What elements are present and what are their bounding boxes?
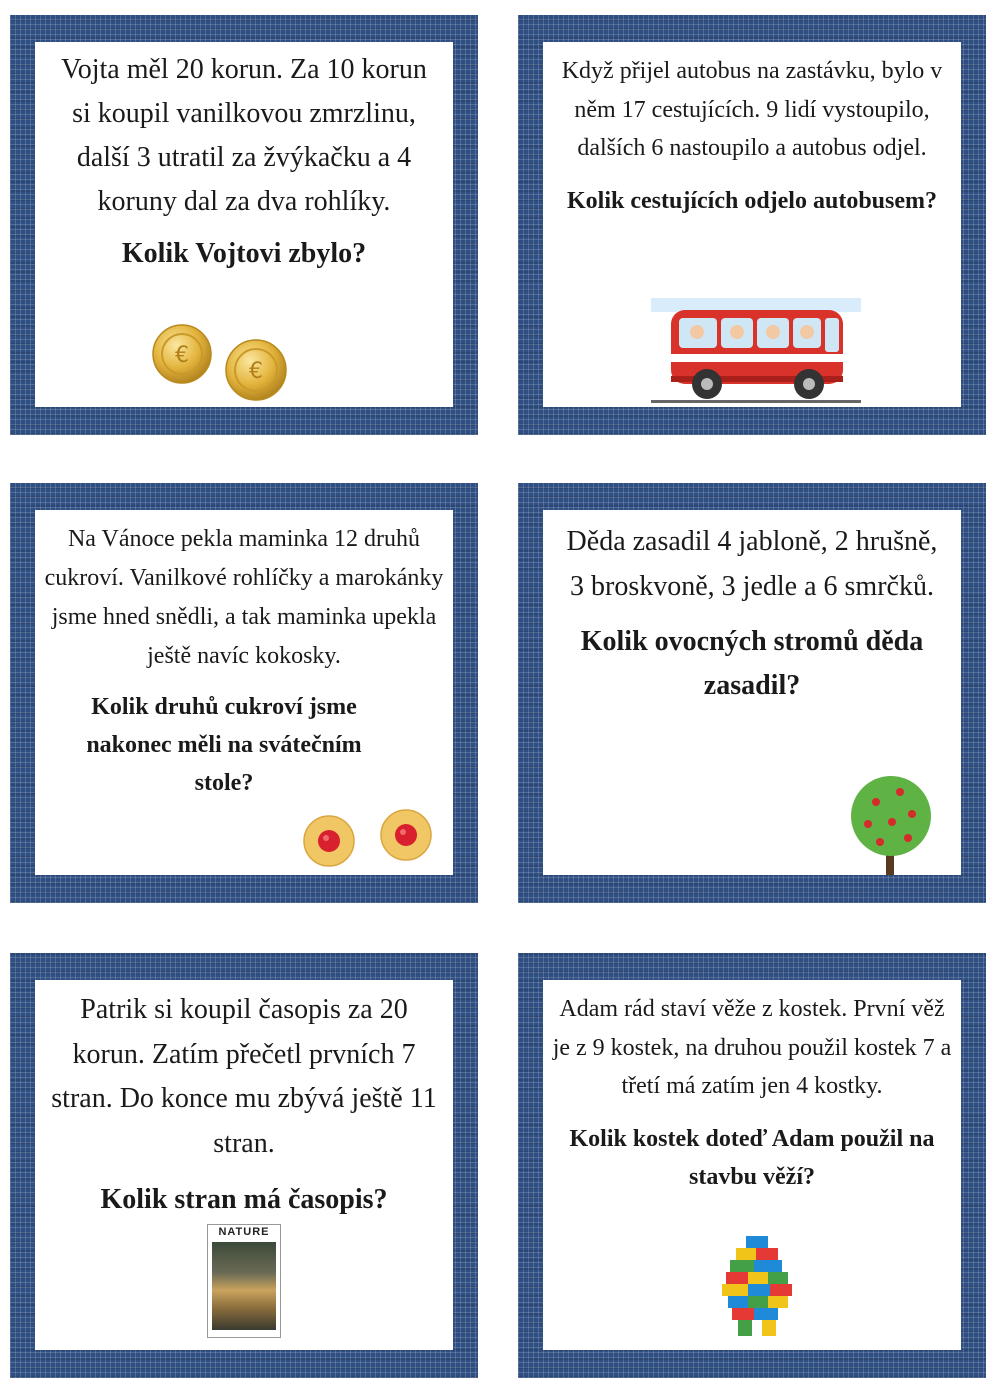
word-problem-card-2 (518, 15, 986, 435)
card-4-story: Děda zasadil 4 jabloně, 2 hrušně, 3 broskvoně, 3 jedle a 6 smrčků. (566, 526, 938, 602)
apple-tree-icon (846, 774, 936, 875)
card-1-question: Kolik Vojtovi zbylo? (121, 238, 367, 269)
card-content-5 (35, 980, 453, 1350)
bus-icon (651, 296, 861, 406)
card-content-3 (35, 510, 453, 875)
card-6-question: Kolik kostek doteď Adam použil na stavbu věží? (569, 1125, 935, 1190)
card-4-question: Kolik ovocných stromů děda zasadil? (580, 626, 924, 701)
card-2-question: Kolik cestujících odjelo autobusem? (567, 187, 937, 214)
word-problem-card-5 (10, 953, 478, 1378)
magazine-icon (207, 1224, 281, 1338)
card-6-story: Adam rád staví věže z kostek. První věž je z 9 kostek, na druhou použil kostek 7 a třetí má zatím jen 4 kostky. (552, 996, 952, 1099)
lego-tower-icon (718, 1234, 798, 1338)
magazine-title: NATURE (218, 1226, 270, 1238)
card-content-4 (543, 510, 961, 875)
card-3-question: Kolik druhů cukroví jsme nakonec měli na svátečním stole? (86, 694, 362, 796)
card-2-story: Když přijel autobus na zastávku, bylo v něm 17 cestujících. 9 lidí vystoupilo, dalších 6 nastoupilo a autobus odjel. (561, 58, 943, 161)
svg-text:€: € (175, 343, 189, 368)
word-problem-card-6 (518, 953, 986, 1378)
card-1-story: Vojta měl 20 korun. Za 10 korun si koupil vanilkovou zmrzlinu, další 3 utratil za žvýkačku a 4 koruny dal za dva rohlíky. (61, 54, 427, 217)
card-5-story: Patrik si koupil časopis za 20 korun. Zatím přečetl prvních 7 stran. Do konce mu zbývá ještě 11 stran. (51, 994, 437, 1159)
euro-coins-icon (151, 324, 301, 404)
magazine-cover-photo (212, 1242, 276, 1330)
word-problem-card-3 (10, 483, 478, 903)
word-problem-card-1 (10, 15, 478, 435)
card-content-6 (543, 980, 961, 1350)
word-problem-card-4 (518, 483, 986, 903)
card-content-1 (35, 42, 453, 407)
card-3-story: Na Vánoce pekla maminka 12 druhů cukroví. Vanilkové rohlíčky a marokánky jsme hned snědli, a tak maminka upekla ještě navíc kokosky. (44, 526, 444, 669)
jam-cookies-icon (297, 808, 447, 868)
card-5-question: Kolik stran má časopis? (100, 1184, 388, 1215)
svg-text:€: € (249, 359, 263, 384)
card-content-2 (543, 42, 961, 407)
